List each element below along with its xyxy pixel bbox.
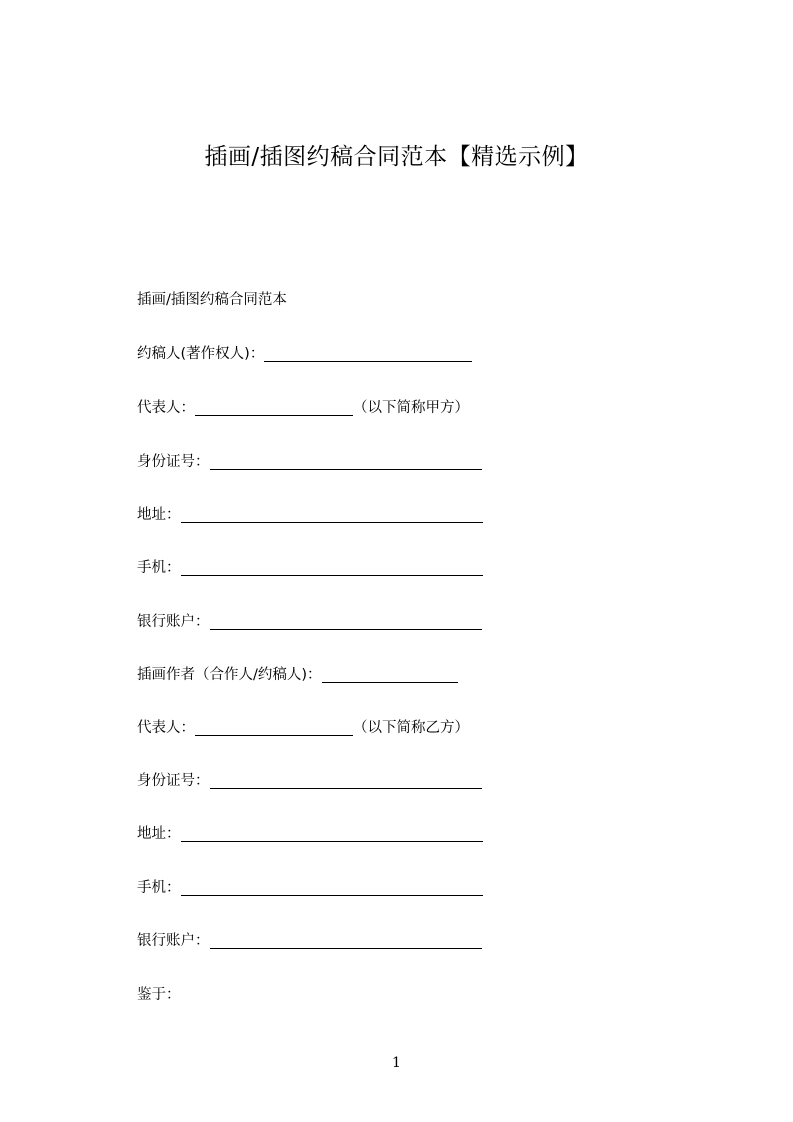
party-a-commissioner-line: 约稿人(著作权人)： — [137, 344, 472, 364]
whereas-heading: 鉴于： — [137, 987, 181, 1003]
party-b-author-line: 插画作者（合作人/约稿人)： — [137, 665, 458, 685]
page-number: 1 — [392, 1055, 401, 1071]
party-b-address-line: 地址： — [137, 824, 483, 844]
party-a-bank-line: 银行账户： — [137, 612, 482, 632]
party-a-phone-blank — [181, 561, 483, 576]
party-b-id-line: 身份证号： — [137, 771, 482, 791]
party-b-phone-line: 手机： — [137, 878, 483, 898]
party-a-representative-line: 代表人： （以下简称甲方） — [137, 400, 469, 416]
party-a-id-blank — [210, 455, 482, 470]
party-a-address-line: 地址： — [137, 505, 483, 525]
contract-subtitle: 插画/插图约稿合同范本 — [137, 292, 287, 308]
party-a-id-line: 身份证号： — [137, 452, 482, 472]
party-b-phone-blank — [181, 881, 483, 896]
party-b-address-blank — [181, 827, 483, 842]
party-b-bank-blank — [210, 934, 482, 949]
party-b-author-blank — [322, 668, 458, 683]
party-a-commissioner-blank — [264, 347, 472, 362]
party-b-representative-line: 代表人： （以下简称乙方） — [137, 720, 469, 736]
party-b-representative-blank — [195, 721, 353, 736]
party-b-id-blank — [210, 774, 482, 789]
party-a-bank-blank — [210, 615, 482, 630]
document-title: 插画/插图约稿合同范本【精选示例】 — [204, 144, 589, 170]
party-a-address-blank — [181, 508, 483, 523]
party-b-bank-line: 银行账户： — [137, 931, 482, 951]
party-a-representative-blank — [195, 401, 353, 416]
party-a-phone-line: 手机： — [137, 558, 483, 578]
